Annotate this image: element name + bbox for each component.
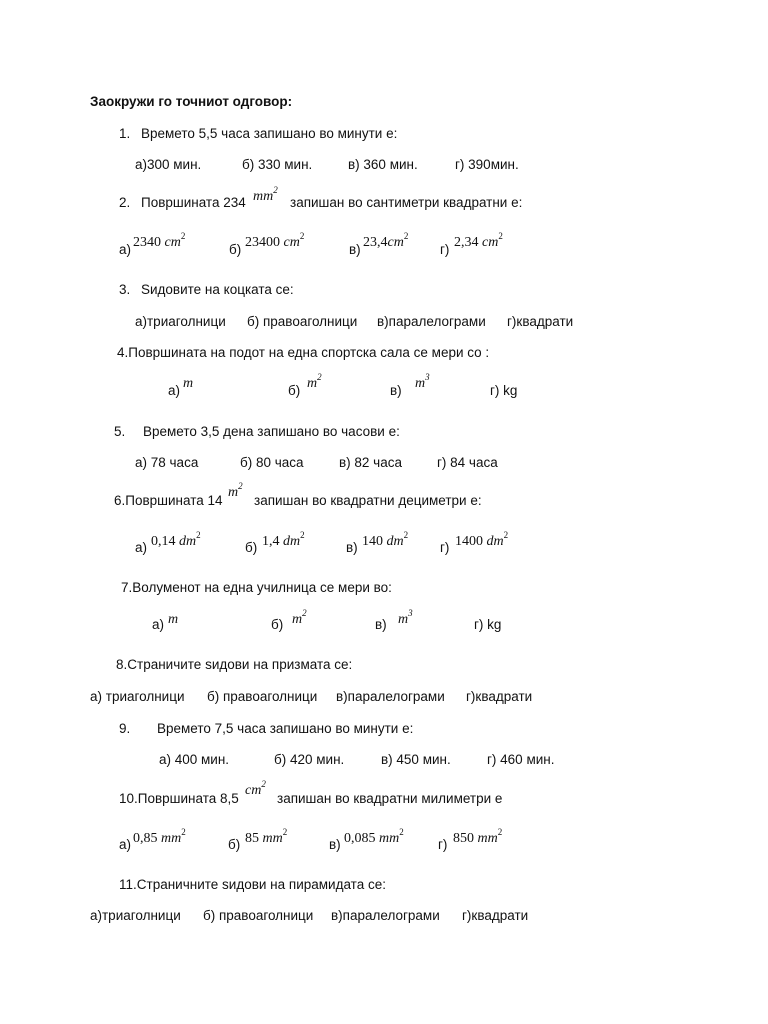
answer-d-label[interactable]: г) xyxy=(440,242,450,257)
question-text: 6.Површината 14 xyxy=(114,493,223,508)
answer-c-value[interactable]: $m^3$ xyxy=(398,608,413,627)
answer-d[interactable]: г) kg xyxy=(474,617,502,632)
question-text: 8.Страничите ѕидови на призмата се: xyxy=(116,657,353,672)
answer-c[interactable]: в)паралелограми xyxy=(336,689,445,704)
answer-a[interactable]: а) 400 мин. xyxy=(159,752,230,767)
answer-a-label[interactable]: а) xyxy=(152,617,165,632)
answer-c-value[interactable]: $23,4cm^2$ xyxy=(363,231,409,250)
answer-d-label[interactable]: г) xyxy=(440,540,450,555)
answer-a[interactable]: а)триаголници xyxy=(90,908,181,923)
answer-d-value[interactable]: 2,34 $cm^2$ xyxy=(454,231,503,250)
answer-a-label[interactable]: а) xyxy=(168,383,181,398)
question-text: 10.Површината 8,5 xyxy=(119,791,239,806)
answer-d[interactable]: г) 460 мин. xyxy=(487,752,555,767)
answer-a-label[interactable]: а) xyxy=(135,540,148,555)
answer-a-value[interactable]: m xyxy=(168,612,179,627)
answer-d[interactable]: г) 390мин. xyxy=(455,157,519,172)
answer-b-label[interactable]: б) xyxy=(271,617,284,632)
answer-a[interactable]: а)триаголници xyxy=(135,314,226,329)
answer-c-value[interactable]: 140 $dm^2$ xyxy=(362,530,409,549)
answer-c-value[interactable]: 0,085 $mm^2$ xyxy=(344,827,404,846)
answer-b-value[interactable]: 1,4 $dm^2$ xyxy=(262,530,305,549)
question-text: Времето 7,5 часа запишано во минути е: xyxy=(157,721,414,736)
answer-b[interactable]: б) правоаголници xyxy=(247,314,358,329)
answer-b-label[interactable]: б) xyxy=(229,242,242,257)
answer-b-value[interactable]: $m^2$ xyxy=(307,372,322,391)
question-text: Ѕидовите на коцката се: xyxy=(141,282,294,297)
question-number: 9. xyxy=(119,721,131,736)
answer-b[interactable]: б) правоаголници xyxy=(207,689,318,704)
answer-c[interactable]: в) 360 мин. xyxy=(348,157,418,172)
answer-b[interactable]: б) правоаголници xyxy=(203,908,314,923)
answer-c[interactable]: в)паралелограми xyxy=(377,314,486,329)
question-text: 11.Страничните ѕидови на пирамидата се: xyxy=(119,877,386,892)
answer-b[interactable]: б) 330 мин. xyxy=(242,157,313,172)
unit-math: $mm^2$ xyxy=(253,185,278,204)
answer-a-value[interactable]: m xyxy=(183,376,194,391)
question-text-continued: запишан во квадратни дециметри е: xyxy=(254,493,482,508)
answer-c-label[interactable]: в) xyxy=(349,242,361,257)
question-text: 4.Површината на подот на една спортска сала се мери со : xyxy=(117,345,490,360)
answer-d[interactable]: г) 84 часа xyxy=(437,455,498,470)
answer-a[interactable]: а) триаголници xyxy=(90,689,185,704)
answer-c[interactable]: в) 82 часа xyxy=(339,455,402,470)
answer-b-label[interactable]: б) xyxy=(288,383,301,398)
answer-c-label[interactable]: в) xyxy=(375,617,387,632)
question-text: Времето 5,5 часа запишано во минути е: xyxy=(141,126,398,141)
answer-a[interactable]: а)300 мин. xyxy=(135,157,202,172)
question-text-continued: запишан во квадратни милиметри е xyxy=(277,791,503,806)
answer-d[interactable]: г) kg xyxy=(490,383,518,398)
answer-a-value[interactable]: 2340 $cm^2$ xyxy=(133,231,186,250)
answer-d[interactable]: г)квадрати xyxy=(462,908,529,923)
answer-b-value[interactable]: 23400 $cm^2$ xyxy=(245,231,305,250)
unit-math: $cm^2$ xyxy=(245,779,266,798)
answer-a-value[interactable]: 0,85 $mm^2$ xyxy=(133,827,186,846)
answer-d-label[interactable]: г) xyxy=(438,837,448,852)
question-number: 1. xyxy=(119,126,131,141)
answer-b-value[interactable]: $m^2$ xyxy=(292,608,307,627)
answer-c-label[interactable]: в) xyxy=(390,383,402,398)
answer-a-label[interactable]: а) xyxy=(119,242,132,257)
question-number: 5. xyxy=(114,424,126,439)
question-text: Времето 3,5 дена запишано во часови е: xyxy=(143,424,400,439)
answer-a[interactable]: а) 78 часа xyxy=(135,455,199,470)
unit-math: $m^2$ xyxy=(228,481,243,500)
answer-b[interactable]: б) 420 мин. xyxy=(274,752,345,767)
answer-a-value[interactable]: 0,14 $dm^2$ xyxy=(151,530,201,549)
answer-c-label[interactable]: в) xyxy=(329,837,341,852)
answer-b-label[interactable]: б) xyxy=(245,540,258,555)
answer-d[interactable]: г)квадрати xyxy=(507,314,574,329)
question-number: 2. xyxy=(119,195,131,210)
question-text: Површината 234 xyxy=(141,195,246,210)
answer-c[interactable]: в)паралелограми xyxy=(331,908,440,923)
page-title: Заокружи го точниот одговор: xyxy=(90,94,293,109)
answer-c-label[interactable]: в) xyxy=(346,540,358,555)
answer-c-value[interactable]: $m^3$ xyxy=(415,372,430,391)
answer-b[interactable]: б) 80 часа xyxy=(240,455,304,470)
answer-d-value[interactable]: 1400 $dm^2$ xyxy=(455,530,509,549)
answer-a-label[interactable]: а) xyxy=(119,837,132,852)
question-number: 3. xyxy=(119,282,131,297)
answer-b-value[interactable]: 85 $mm^2$ xyxy=(245,827,288,846)
question-text-continued: запишан во сантиметри квадратни е: xyxy=(290,195,523,210)
question-text: 7.Волуменот на една училница се мери во: xyxy=(121,580,392,595)
answer-c[interactable]: в) 450 мин. xyxy=(381,752,451,767)
answer-d-value[interactable]: 850 $mm^2$ xyxy=(453,827,503,846)
answer-d[interactable]: г)квадрати xyxy=(466,689,533,704)
answer-b-label[interactable]: б) xyxy=(228,837,241,852)
